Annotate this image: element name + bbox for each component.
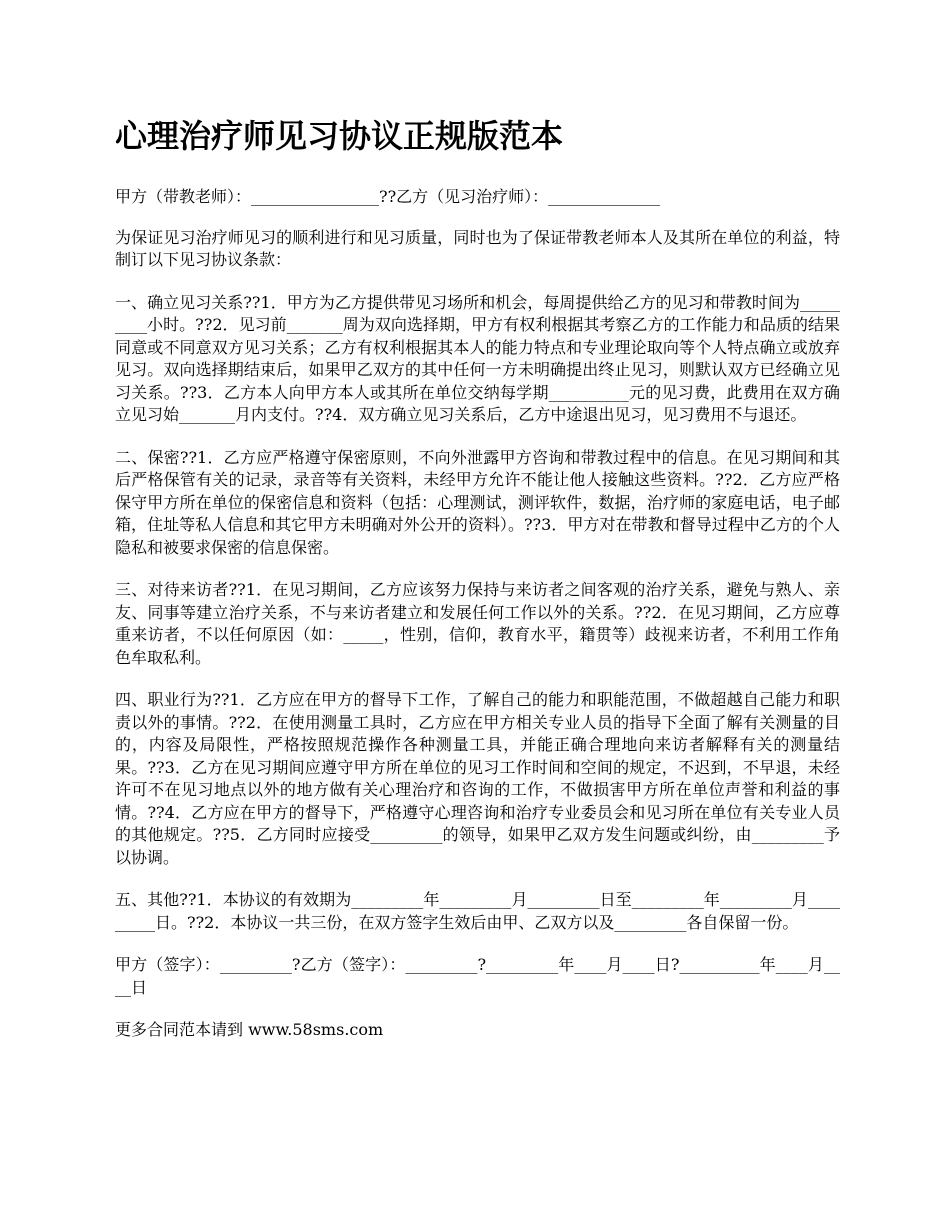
preamble-paragraph: 为保证见习治疗师见习的顺利进行和见习质量，同时也为了保证带教老师本人及其所在单位的利益，特制订以下见习协议条款： [115,227,840,269]
parties-line: 甲方（带教老师）：________________??乙方（见习治疗师）：______________ [115,187,661,206]
document-title: 心理治疗师见习协议正规版范本 [115,117,564,155]
section-confidentiality: 二、保密??1．乙方应严格遵守保密原则，不向外泄露甲方咨询和带教过程中的信息。在见习期间和其后严格保管有关的记录，录音等有关资料，未经甲方允许不能让他人接触这些资料。??2．乙方应严格保守甲方所在单位的保密信息和资料（包括：心理测试，测评软件，数据，治疗师的家庭电话，电子邮箱，住址等私人信息和其它甲方未明确对外公开的资料）。??3．甲方对在带教和督导过程中乙方的个人隐私和被要求保密的信息保密。 [115,447,840,557]
footer-note: 更多合同范本请到 www.58sms.com [115,1020,384,1039]
section-professional-conduct: 四、职业行为??1．乙方应在甲方的督导下工作，了解自己的能力和职能范围，不做超越自己能力和职责以外的事情。??2．在使用测量工具时，乙方应在甲方相关专业人员的指导下全面了解有关测量的目的，内容及局限性，严格按照规范操作各种测量工具，并能正确合理地向来访者解释有关的测量结果。??3．乙方在见习期间应遵守甲方所在单位的见习工作时间和空间的规定，不迟到，不早退，未经许可不在见习地点以外的地方做有关心理治疗和咨询的工作，不做损害甲方所在单位声誉和利益的事情。??4．乙方应在甲方的督导下，严格遵守心理咨询和治疗专业委员会和见习所在单位有关专业人员的其他规定。??5．乙方同时应接受_________的领导，如果甲乙双方发生问题或纠纷，由_________予以协调。 [115,690,840,867]
section-other: 五、其他??1．本协议的有效期为_________年_________月_________日至_________年_________月_________日。??2．本协议一共三份，在双方签字生效后由甲、乙双方以及_________各自保留一份。 [115,890,840,932]
section-establish-relationship: 一、确立见习关系??1．甲方为乙方提供带见习场所和机会，每周提供给乙方的见习和带教时间为_________小时。??2．见习前_______周为双向选择期，甲方有权利根据其考察乙方的工作能力和品质的结果同意或不同意双方见习关系；乙方有权利根据其本人的能力特点和专业理论取向等个人特点确立或放弃见习。双向选择期结束后，如果甲乙双方的其中任何一方未明确提出终止见习，则默认双方已经确立见习关系。??3．乙方本人向甲方本人或其所在单位交纳每学期__________元的见习费，此费用在双方确立见习始_______月内支付。??4．双方确立见习关系后，乙方中途退出见习，见习费用不与退还。 [115,292,840,424]
document-page [115,112,840,1062]
signature-line: 甲方（签字）：_________?乙方（签字）：_________?_________年____月____日?__________年____月____日 [115,955,840,997]
section-visitors: 三、对待来访者??1．在见习期间，乙方应该努力保持与来访者之间客观的治疗关系，避免与熟人、亲友、同事等建立治疗关系，不与来访者建立和发展任何工作以外的关系。??2．在见习期间，乙方应尊重来访者，不以任何原因（如：_____，性别，信仰，教育水平，籍贯等）歧视来访者，不利用工作角色牟取私利。 [115,580,840,667]
